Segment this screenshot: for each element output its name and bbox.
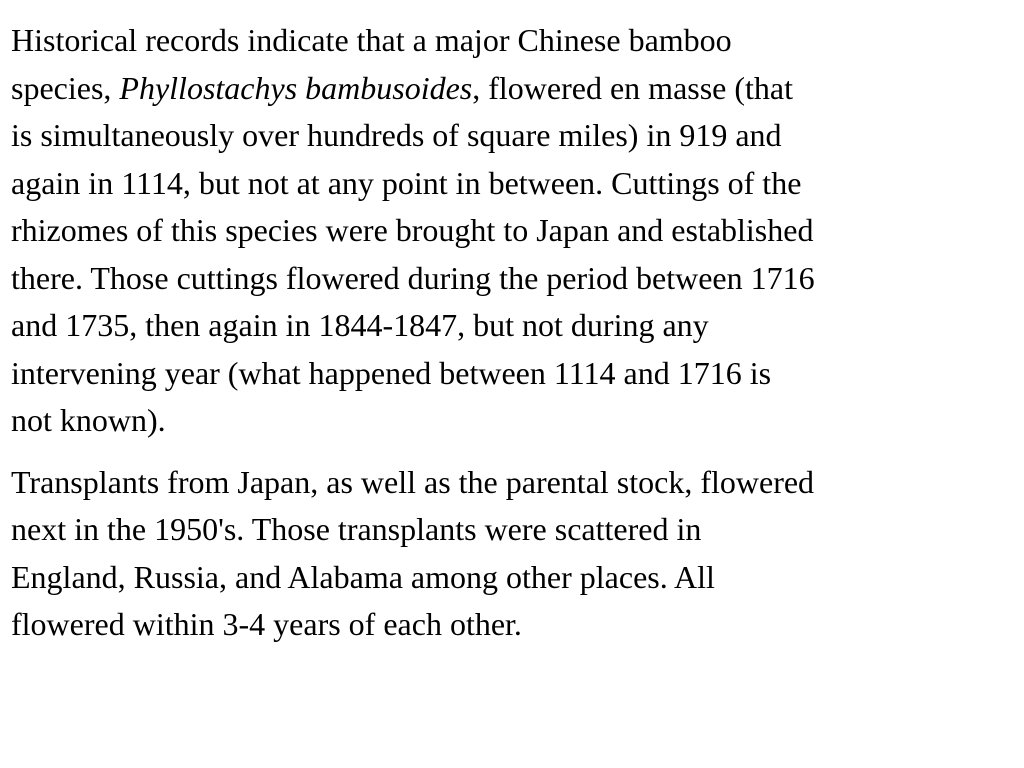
text-line: intervening year (what happened between 1114 and 1716 is [11, 354, 772, 391]
text-line: Transplants from Japan, as well as the parental stock, flowered [11, 463, 815, 500]
text-line [11, 65, 1016, 113]
text-line: England, Russia, and Alabama among other places. All [11, 558, 715, 595]
text-line: rhizomes of this species were brought to Japan and established [11, 212, 814, 248]
species-name: Phyllostachys bambusoides [119, 69, 473, 106]
text-line: next in the 1950's. Those transplants were scattered in [11, 511, 702, 547]
text-line: flowered within 3-4 years of each other. [11, 606, 522, 642]
paragraph-transplants [11, 459, 1016, 649]
slide-body [11, 17, 1016, 649]
text-line: and 1735, then again in 1844-1847, but not during any [11, 307, 709, 343]
text-line: Historical records indicate that a major Chinese bamboo [11, 22, 732, 58]
text-segment: , flowered en masse (that [472, 69, 794, 106]
text-segment: species, [11, 69, 120, 106]
text-line: not known). [11, 402, 166, 438]
text-line: is simultaneously over hundreds of square miles) in 919 and [11, 117, 782, 153]
paragraph-flowering-history [11, 17, 1016, 445]
text-line: there. Those cuttings flowered during the period between 1716 [11, 259, 815, 296]
text-line: again in 1114, but not at any point in between. Cuttings of the [11, 164, 802, 201]
